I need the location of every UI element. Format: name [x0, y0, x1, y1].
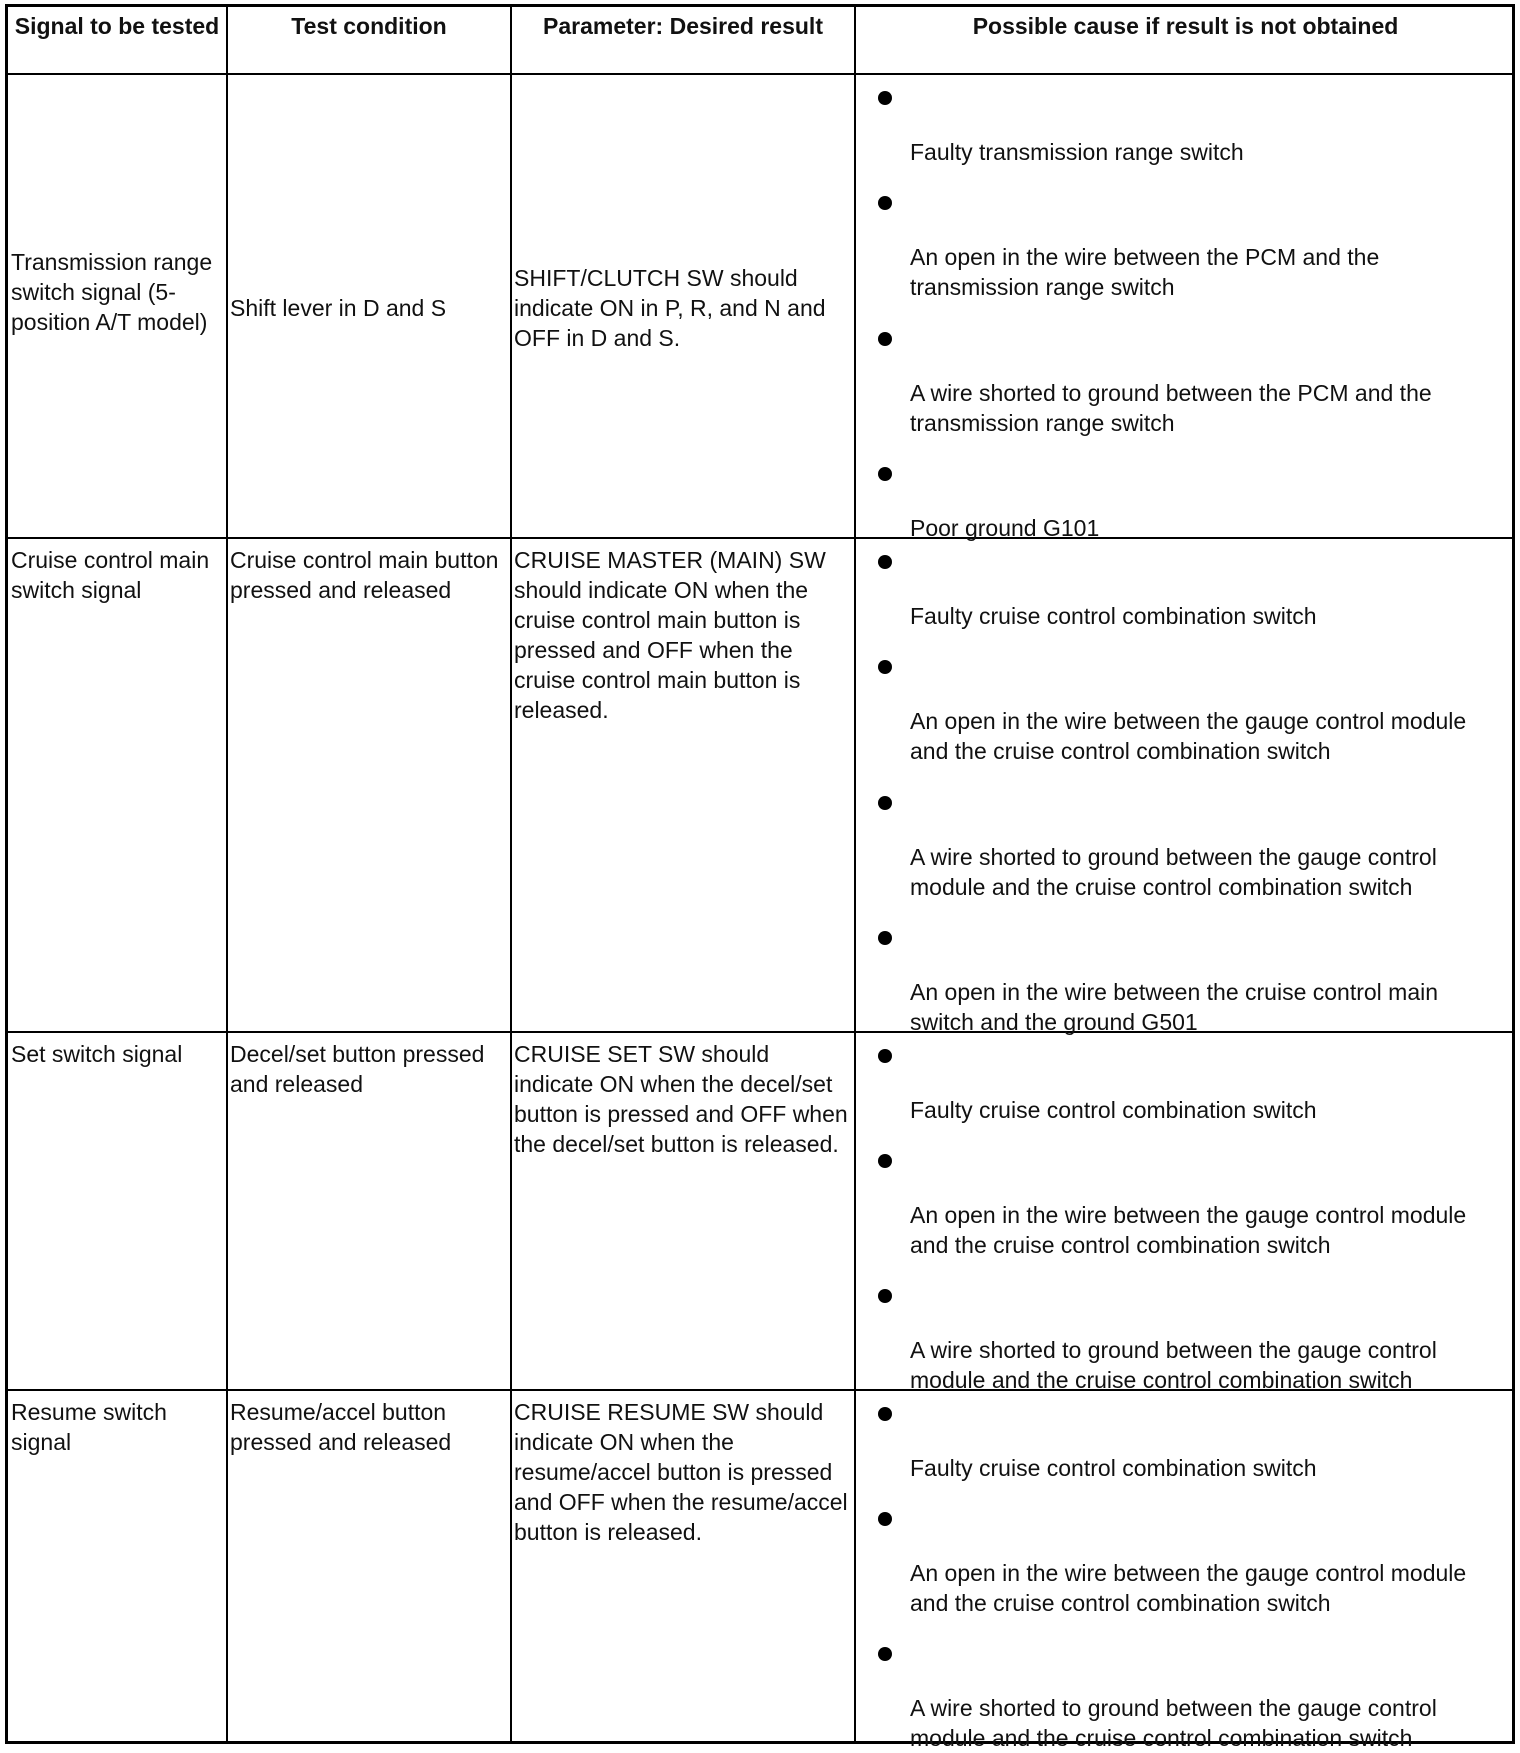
row-1-signal: Transmission range switch signal (5-position A/T model) — [11, 249, 213, 335]
row-3-cause: Faulty cruise control combination switch — [910, 1097, 1317, 1123]
header-condition: Test condition — [291, 13, 447, 39]
row-4-cause: Faulty cruise control combination switch — [910, 1455, 1317, 1481]
bullet-icon — [878, 1049, 892, 1063]
row-1-cause: Poor ground G101 — [910, 515, 1100, 541]
bullet-icon — [878, 1512, 892, 1526]
row-1-cause: Faulty transmission range switch — [910, 139, 1244, 165]
row-1-condition: Shift lever in D and S — [230, 295, 447, 321]
header-signal: Signal to be tested — [14, 13, 220, 39]
row-2-parameter: CRUISE MASTER (MAIN) SW should indicate ON when the cruise control main button is pressed and OFF when the cruise control main button is released. — [514, 547, 826, 723]
bullet-icon — [878, 91, 892, 105]
bullet-icon — [878, 796, 892, 810]
row-4-parameter: CRUISE RESUME SW should indicate ON when the resume/accel button is pressed and OFF when the resume/accel button is released. — [514, 1399, 848, 1545]
row-4-signal: Resume switch signal — [11, 1399, 167, 1455]
bullet-icon — [878, 332, 892, 346]
row-4-condition: Resume/accel button pressed and released — [230, 1399, 452, 1455]
row-3-signal: Set switch signal — [11, 1041, 183, 1067]
bullet-icon — [878, 1647, 892, 1661]
row-1-parameter: SHIFT/CLUTCH SW should indicate ON in P, R, and N and OFF in D and S. — [514, 265, 826, 351]
row-2-condition: Cruise control main button pressed and released — [230, 547, 499, 603]
column-divider — [854, 7, 856, 1741]
row-3-cause: A wire shorted to ground between the gauge control module and the cruise control combination switch — [910, 1337, 1437, 1393]
row-4-cause: An open in the wire between the gauge control module and the cruise control combination switch — [910, 1560, 1467, 1616]
row-3-parameter: CRUISE SET SW should indicate ON when the decel/set button is pressed and OFF when the decel/set button is released. — [514, 1041, 848, 1157]
column-divider — [510, 7, 512, 1741]
row-2-signal: Cruise control main switch signal — [11, 547, 210, 603]
row-2-cause: Faulty cruise control combination switch — [910, 603, 1317, 629]
row-1-cause: An open in the wire between the PCM and the transmission range switch — [910, 244, 1380, 300]
row-2-cause: An open in the wire between the cruise control main switch and the ground G501 — [910, 979, 1439, 1035]
row-3-cause: An open in the wire between the gauge control module and the cruise control combination switch — [910, 1202, 1467, 1258]
row-1-cause: A wire shorted to ground between the PCM and the transmission range switch — [910, 380, 1432, 436]
bullet-icon — [878, 196, 892, 210]
column-divider — [226, 7, 228, 1741]
bullet-icon — [878, 660, 892, 674]
bullet-icon — [878, 467, 892, 481]
bullet-icon — [878, 1407, 892, 1421]
bullet-icon — [878, 931, 892, 945]
header-parameter: Parameter: Desired result — [543, 13, 823, 39]
header-cause: Possible cause if result is not obtained — [972, 13, 1399, 39]
row-3-condition: Decel/set button pressed and released — [230, 1041, 485, 1097]
bullet-icon — [878, 1154, 892, 1168]
bullet-icon — [878, 1289, 892, 1303]
diagnostic-table — [5, 4, 1515, 1751]
row-2-cause: A wire shorted to ground between the gauge control module and the cruise control combination switch — [910, 844, 1437, 900]
bullet-icon — [878, 555, 892, 569]
row-2-cause: An open in the wire between the gauge control module and the cruise control combination switch — [910, 708, 1467, 764]
row-4-cause: A wire shorted to ground between the gauge control module and the cruise control combination switch — [910, 1695, 1437, 1751]
row-divider — [8, 73, 1512, 75]
